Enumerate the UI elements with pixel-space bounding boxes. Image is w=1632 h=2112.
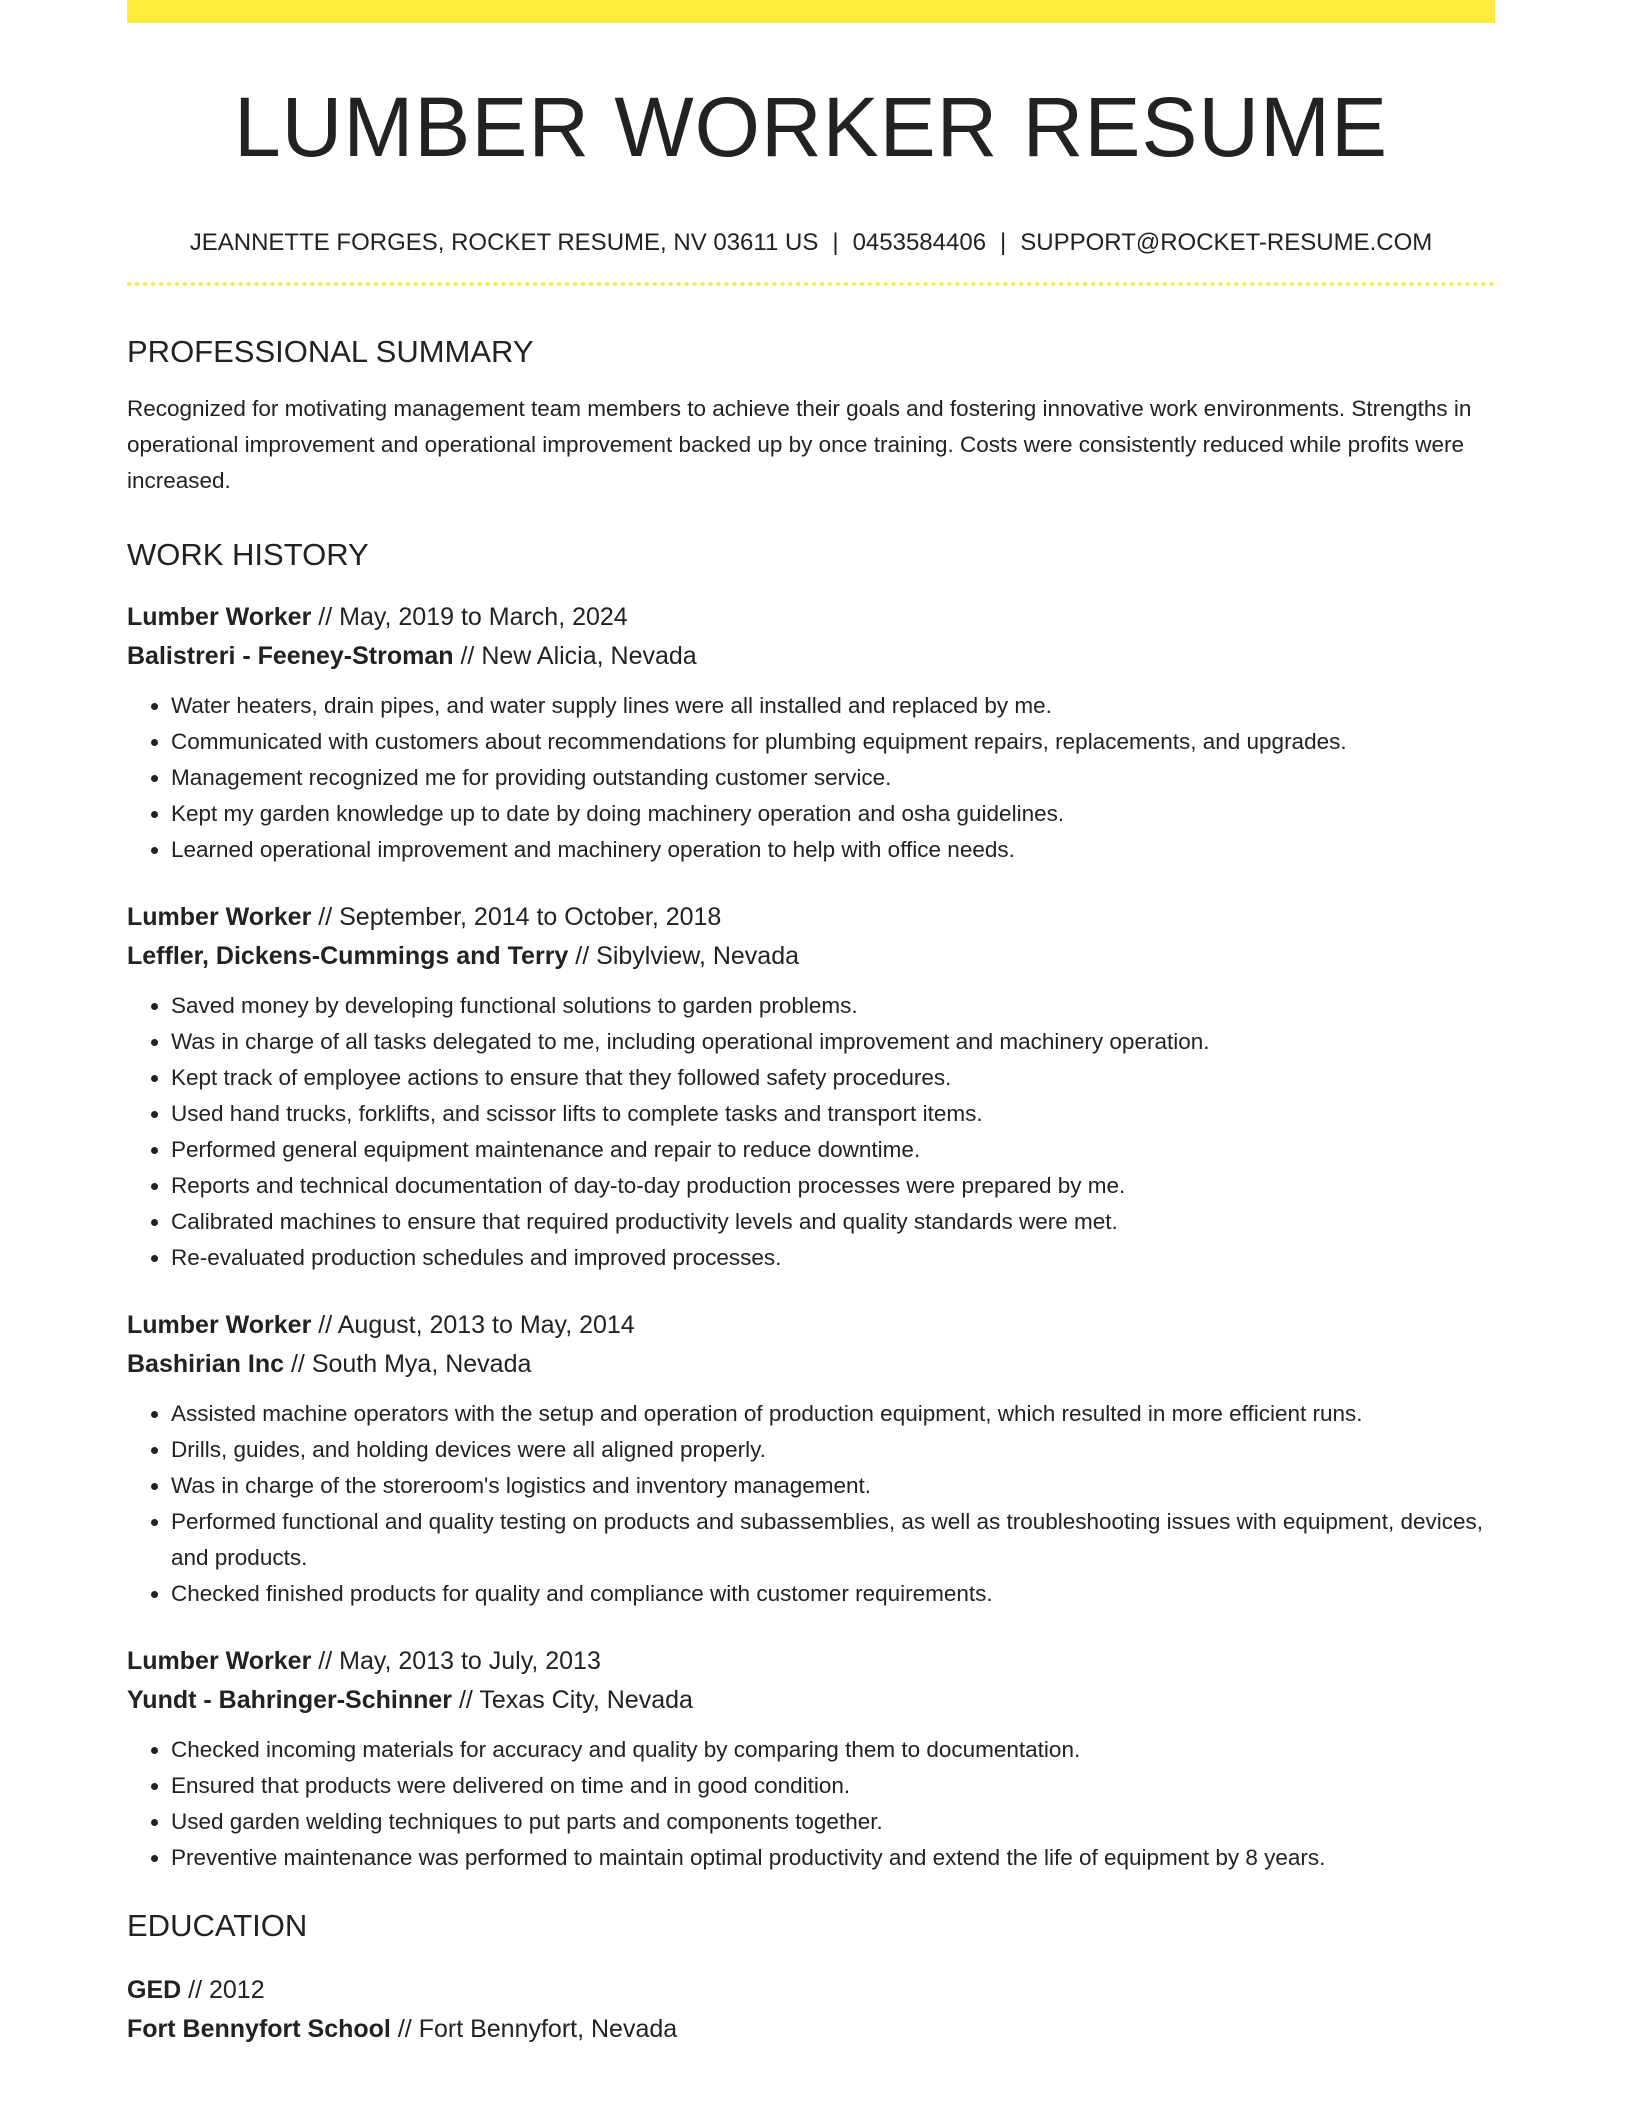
job-company: Bashirian Inc	[127, 1350, 284, 1378]
education-degree: GED	[127, 1976, 182, 2004]
job-bullet: • Was in charge of the storeroom's logistics and inventory management.	[171, 1468, 1495, 1504]
education-separator: //	[397, 2015, 412, 2043]
contact-phone: 0453584406	[852, 229, 987, 256]
job-bullet: • Ensured that products were delivered on time and in good condition.	[171, 1768, 1495, 1804]
job-bullet: • Kept track of employee actions to ensure that they followed safety procedures.	[171, 1060, 1495, 1096]
job-bullet-list	[127, 1732, 1495, 1876]
contact-address: JEANNETTE FORGES, ROCKET RESUME, NV 03611 US	[189, 229, 819, 256]
work-history-heading: WORK HISTORY	[127, 537, 369, 572]
contact-line	[127, 231, 1495, 255]
education-school: Fort Bennyfort School	[127, 2015, 391, 2043]
job-bullet: • Water heaters, drain pipes, and water supply lines were all installed and replaced by me.	[171, 688, 1495, 724]
job-separator: //	[458, 1686, 473, 1714]
job-title-line	[127, 598, 1495, 637]
job-bullet: • Drills, guides, and holding devices were all aligned properly.	[171, 1432, 1495, 1468]
job-entry	[127, 1642, 1495, 1876]
job-title: Lumber Worker	[127, 903, 312, 931]
job-location: New Alicia, Nevada	[481, 642, 697, 670]
job-separator: //	[318, 903, 333, 931]
job-separator: //	[318, 1647, 333, 1675]
job-company: Yundt - Bahringer-Schinner	[127, 1686, 453, 1714]
job-bullet: • Calibrated machines to ensure that required productivity levels and quality standards were met.	[171, 1204, 1495, 1240]
job-bullet: • Used hand trucks, forklifts, and scissor lifts to complete tasks and transport items.	[171, 1096, 1495, 1132]
education-entry	[127, 1971, 1495, 2049]
job-title: Lumber Worker	[127, 1647, 312, 1675]
education-year: 2012	[209, 1976, 265, 2004]
job-bullet: • Used garden welding techniques to put parts and components together.	[171, 1804, 1495, 1840]
contact-email: SUPPORT@ROCKET-RESUME.COM	[1020, 229, 1433, 256]
job-bullet: • Performed general equipment maintenance and repair to reduce downtime.	[171, 1132, 1495, 1168]
job-bullet: • Reports and technical documentation of day-to-day production processes were prepared by me.	[171, 1168, 1495, 1204]
job-bullet: • Kept my garden knowledge up to date by doing machinery operation and osha guidelines.	[171, 796, 1495, 832]
job-bullet: • Performed functional and quality testing on products and subassemblies, as well as troubleshooting issues with equipment, devices, and products.	[171, 1504, 1495, 1576]
job-bullet: • Preventive maintenance was performed to maintain optimal productivity and extend the life of equipment by 8 years.	[171, 1840, 1495, 1876]
job-separator: //	[575, 942, 590, 970]
dotted-divider	[127, 282, 1495, 286]
job-bullet-list	[127, 688, 1495, 868]
job-bullet: • Re-evaluated production schedules and improved processes.	[171, 1240, 1495, 1276]
job-company: Balistreri - Feeney-Stroman	[127, 642, 454, 670]
education-location: Fort Bennyfort, Nevada	[418, 2015, 678, 2043]
job-company-line	[127, 637, 1495, 676]
job-bullet: • Management recognized me for providing outstanding customer service.	[171, 760, 1495, 796]
job-separator: //	[318, 1311, 333, 1339]
job-bullet: • Was in charge of all tasks delegated to me, including operational improvement and machinery operation.	[171, 1024, 1495, 1060]
job-bullet: • Communicated with customers about recommendations for plumbing equipment repairs, replacements, and upgrades.	[171, 724, 1495, 760]
summary-heading: PROFESSIONAL SUMMARY	[127, 334, 534, 369]
contact-separator: |	[832, 229, 839, 256]
job-bullet-list	[127, 988, 1495, 1276]
education-separator: //	[188, 1976, 203, 2004]
job-title-line	[127, 1642, 1495, 1681]
contact-separator: |	[1000, 229, 1007, 256]
job-company: Leffler, Dickens-Cummings and Terry	[127, 942, 569, 970]
job-bullet: • Saved money by developing functional solutions to garden problems.	[171, 988, 1495, 1024]
job-dates: August, 2013 to May, 2014	[337, 1311, 635, 1339]
job-bullet: • Learned operational improvement and machinery operation to help with office needs.	[171, 832, 1495, 868]
job-title-line	[127, 898, 1495, 937]
job-title: Lumber Worker	[127, 1311, 312, 1339]
job-bullet: • Checked finished products for quality and compliance with customer requirements.	[171, 1576, 1495, 1612]
resume-title: LUMBER WORKER RESUME	[233, 80, 1389, 174]
job-entry	[127, 1306, 1495, 1612]
resume-page	[127, 0, 1495, 2049]
job-separator: //	[318, 603, 333, 631]
education-degree-line	[127, 1971, 1495, 2010]
job-entry	[127, 598, 1495, 868]
job-dates: May, 2019 to March, 2024	[339, 603, 628, 631]
job-company-line	[127, 937, 1495, 976]
job-separator: //	[290, 1350, 305, 1378]
job-location: Texas City, Nevada	[479, 1686, 693, 1714]
job-separator: //	[460, 642, 475, 670]
education-heading: EDUCATION	[127, 1908, 308, 1943]
summary-text: Recognized for motivating management team members to achieve their goals and fostering innovative work environments. Strengths in operational improvement and operational improvement backed up by once training. Costs were consistently reduced while profits were increased.	[127, 396, 1472, 493]
job-company-line	[127, 1345, 1495, 1384]
job-title-line	[127, 1306, 1495, 1345]
education-school-line	[127, 2010, 1495, 2049]
job-title: Lumber Worker	[127, 603, 312, 631]
job-bullet-list	[127, 1396, 1495, 1612]
job-company-line	[127, 1681, 1495, 1720]
job-dates: May, 2013 to July, 2013	[339, 1647, 601, 1675]
job-bullet: • Checked incoming materials for accuracy and quality by comparing them to documentation.	[171, 1732, 1495, 1768]
job-entry	[127, 898, 1495, 1276]
job-bullet: • Assisted machine operators with the setup and operation of production equipment, which resulted in more efficient runs.	[171, 1396, 1495, 1432]
job-location: Sibylview, Nevada	[596, 942, 800, 970]
job-list	[127, 598, 1495, 1876]
job-dates: September, 2014 to October, 2018	[339, 903, 722, 931]
job-location: South Mya, Nevada	[311, 1350, 532, 1378]
accent-bar	[127, 0, 1495, 23]
